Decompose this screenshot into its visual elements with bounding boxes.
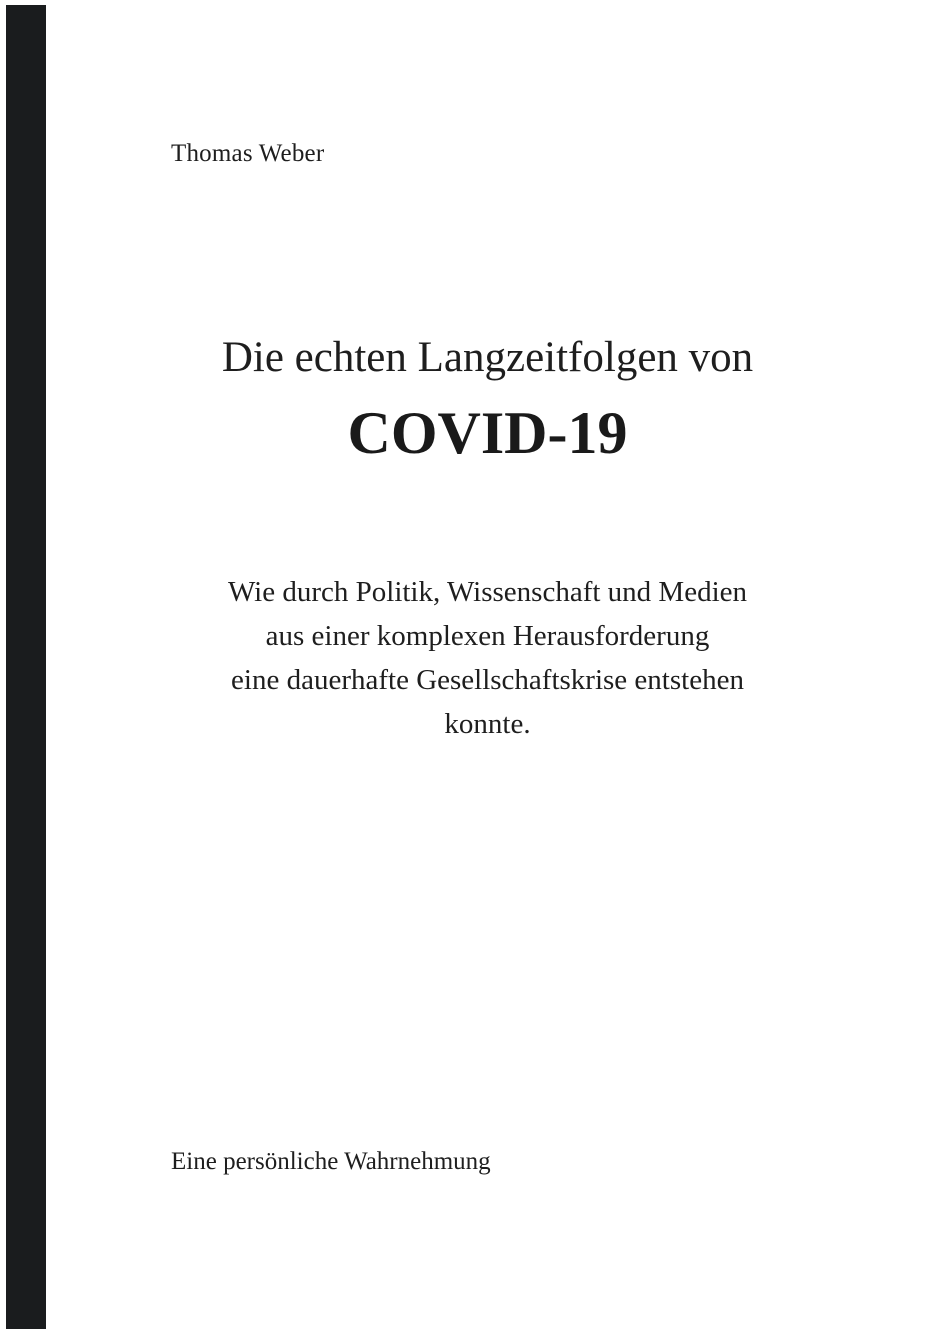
subtitle-line: Wie durch Politik, Wissenschaft und Medien (227, 576, 748, 608)
author-name: Thomas Weber (171, 140, 325, 167)
subtitle-line: konnte. (444, 708, 531, 740)
title-line-2: COVID-19 (347, 400, 628, 466)
title-line-1: Die echten Langzeitfolgen von (221, 334, 754, 381)
subtitle (0, 570, 945, 746)
tagline: Eine persönliche Wahrnehmung (171, 1148, 491, 1175)
subtitle-line: eine dauerhafte Gesellschaftskrise entstehen (231, 664, 744, 696)
subtitle-line: aus einer komplexen Herausforderung (265, 620, 710, 652)
